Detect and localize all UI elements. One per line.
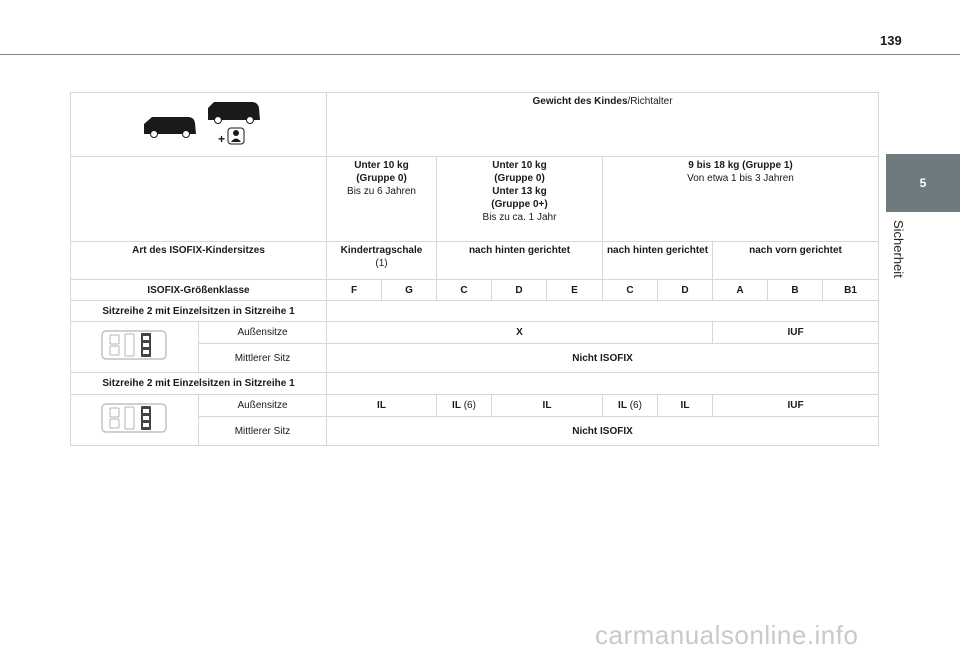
group-1-cell (603, 157, 879, 242)
section-1-outer-x: X (327, 322, 713, 344)
group-0plus-line-4: (Gruppe 0+) (491, 199, 548, 210)
weight-header (327, 93, 879, 157)
header-rule (0, 54, 960, 55)
group-0plus-age: Bis zu ca. 1 Jahr (482, 212, 557, 223)
section-2-title: Sitzreihe 2 mit Einzelsitzen in Sitzreihe 1 (71, 373, 327, 395)
size-class-d2: D (658, 280, 713, 301)
group-1-age: Von etwa 1 bis 3 Jahren (687, 173, 794, 184)
vehicles-child-icon (134, 96, 264, 150)
section-1-outer-iuf: IUF (713, 322, 879, 344)
vehicles-cell (71, 93, 327, 157)
size-class-c: C (437, 280, 492, 301)
section-2-outer-2-code: IL (542, 400, 552, 411)
seat-type-row (71, 242, 879, 280)
section-2-title-row (71, 373, 879, 395)
section-2-outer-label: Außensitze (199, 395, 327, 417)
size-class-e: E (547, 280, 603, 301)
section-2-outer-3-note: (6) (626, 400, 642, 411)
section-1-outer-row (71, 322, 879, 344)
group-0plus-line-3: Unter 13 kg (492, 186, 547, 197)
size-class-b: B (768, 280, 823, 301)
group-row-empty (71, 157, 327, 242)
chapter-label (888, 220, 912, 300)
group-0plus-line-2: (Gruppe 0) (494, 173, 545, 184)
carrycot-note: (1) (375, 258, 388, 269)
section-2-outer-carrycot (327, 395, 437, 417)
section-2-outer-4-code: IL (680, 400, 690, 411)
section-2-outer-d2 (658, 395, 713, 417)
group-0-line-1: Unter 10 kg (354, 160, 409, 171)
watermark: carmanualsonline.info (595, 620, 859, 650)
section-2-outer-de (492, 395, 603, 417)
isofix-table (70, 92, 879, 446)
group-0plus-line-1: Unter 10 kg (492, 160, 547, 171)
group-0plus-cell (437, 157, 603, 242)
carrycot-cell (327, 242, 437, 280)
chapter-label-text: Sicherheit (891, 220, 906, 278)
group-row (71, 157, 879, 242)
plus-sign: + (217, 131, 225, 146)
section-2-outer-0-code: IL (377, 400, 386, 411)
section-1-title-row (71, 301, 879, 322)
section-1-outer-label: Außensitze (199, 322, 327, 344)
size-class-g: G (382, 280, 437, 301)
group-0-cell (327, 157, 437, 242)
section-2-outer-1-code: IL (452, 400, 461, 411)
group-0-age: Bis zu 6 Jahren (347, 186, 416, 197)
section-2-middle-value: Nicht ISOFIX (327, 417, 879, 446)
seat-diagram-1-cell (71, 322, 199, 373)
seat-type-label: Art des ISOFIX-Kindersitzes (71, 242, 327, 280)
seat-diagram-2 (100, 400, 170, 436)
carrycot-label: Kindertragschale (340, 245, 423, 256)
group-0-line-2: (Gruppe 0) (356, 173, 407, 184)
size-class-d: D (492, 280, 547, 301)
section-1-title: Sitzreihe 2 mit Einzelsitzen in Sitzreihe 1 (71, 301, 327, 322)
size-class-b1: B1 (823, 280, 879, 301)
page-number: 139 (880, 33, 902, 48)
size-class-f: F (327, 280, 382, 301)
section-1-middle-value: Nicht ISOFIX (327, 344, 879, 373)
size-class-c2: C (603, 280, 658, 301)
section-2-outer-row (71, 395, 879, 417)
size-class-row (71, 280, 879, 301)
section-2-outer-c2 (603, 395, 658, 417)
section-1-middle-label: Mittlerer Sitz (199, 344, 327, 373)
section-2-outer-c (437, 395, 492, 417)
weight-label: Gewicht des Kindes (532, 96, 628, 107)
section-2-outer-iuf: IUF (713, 395, 879, 417)
forward-facing-cell: nach vorn gerichtet (713, 242, 879, 280)
size-class-a: A (713, 280, 768, 301)
section-2-outer-1-note: (6) (460, 400, 476, 411)
section-1-title-empty (327, 301, 879, 322)
rear-facing-cell: nach hinten gerichtet (437, 242, 603, 280)
size-class-label: ISOFIX-Größenklasse (71, 280, 327, 301)
weight-suffix: /Richtalter (627, 96, 673, 107)
chapter-tab[interactable]: 5 (886, 154, 960, 212)
seat-diagram-2-cell (71, 395, 199, 446)
section-2-outer-3-code: IL (618, 400, 627, 411)
rear-facing-cell-2: nach hinten gerichtet (603, 242, 713, 280)
group-1-line-1: 9 bis 18 kg (Gruppe 1) (688, 160, 793, 171)
seat-diagram-1 (100, 327, 170, 363)
section-2-title-empty (327, 373, 879, 395)
table-header-row (71, 93, 879, 157)
section-2-middle-label: Mittlerer Sitz (199, 417, 327, 446)
